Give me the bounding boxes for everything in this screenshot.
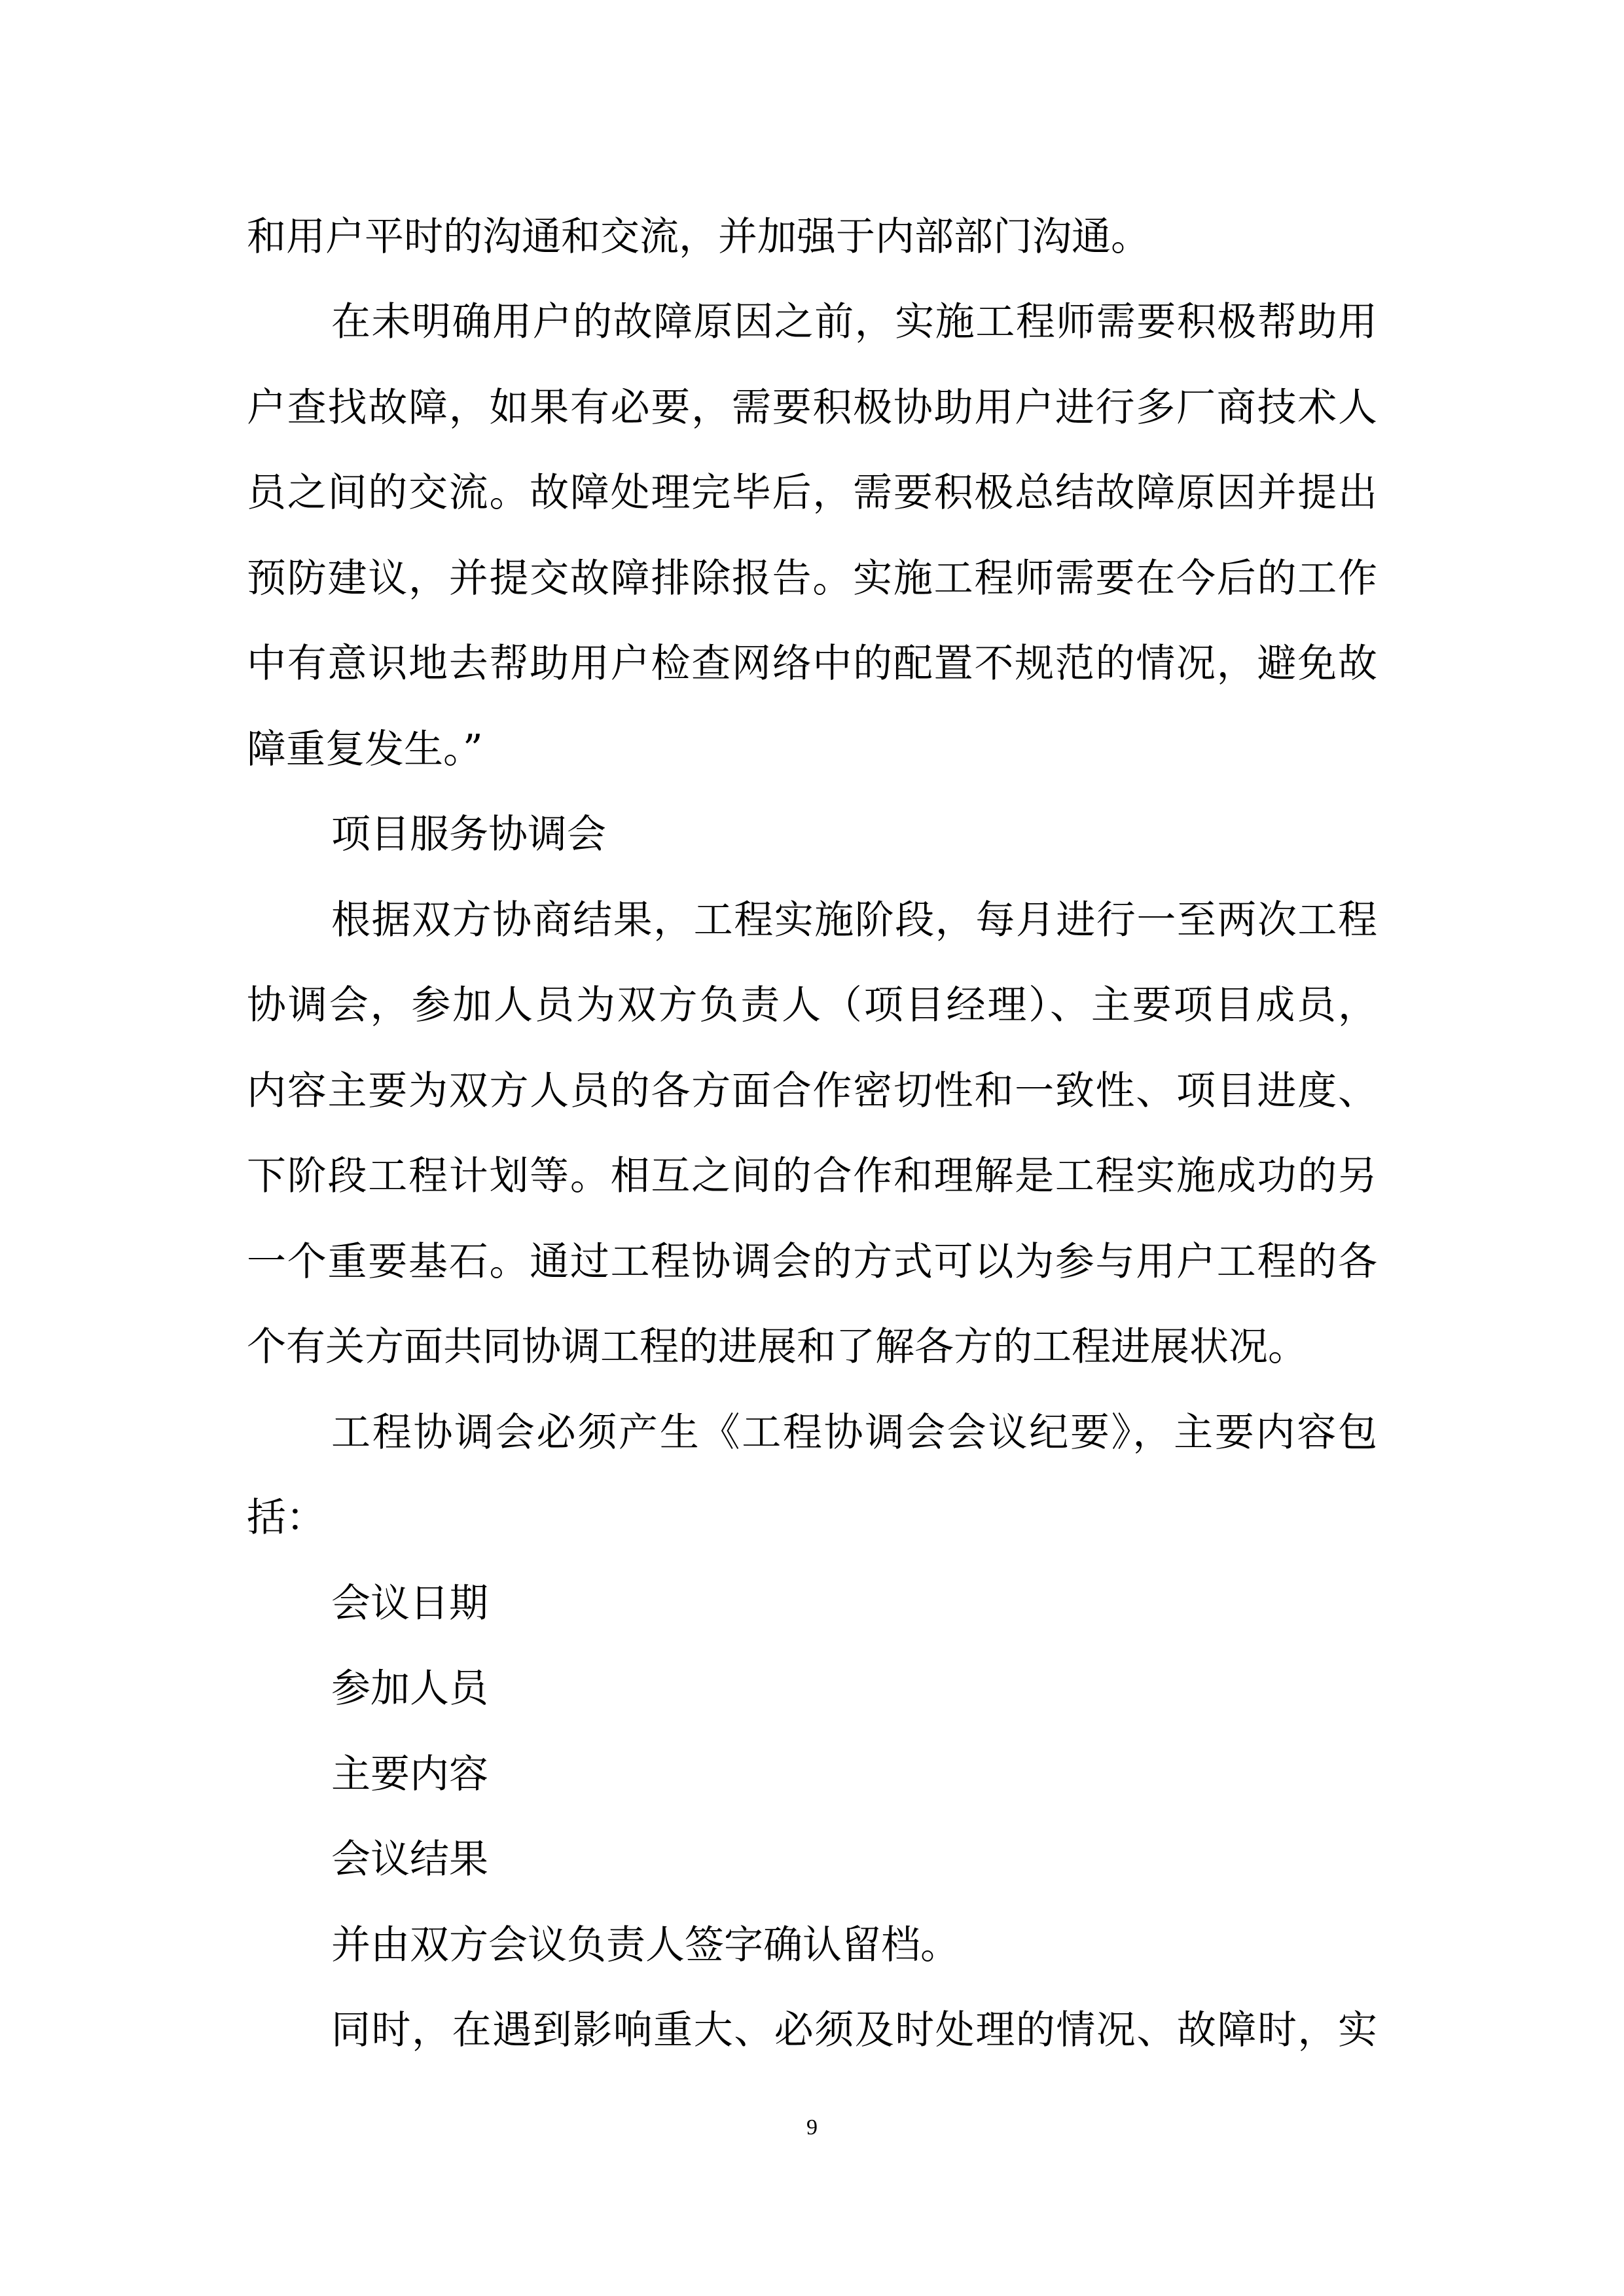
- text-line: 障重复发生。”: [247, 726, 483, 772]
- text-line: 户查找故障，如果有必要，需要积极协助用户进行多厂商技术人: [247, 385, 1377, 431]
- text-line: 员之间的交流。故障处理完毕后，需要积极总结故障原因并提出: [247, 470, 1377, 516]
- text-line: 并由双方会议负责人签字确认留档。: [331, 1922, 960, 1968]
- text-line: 在未明确用户的故障原因之前，实施工程师需要积极帮助用: [331, 299, 1377, 345]
- text-line: 同时，在遇到影响重大、必须及时处理的情况、故障时，实: [331, 2007, 1377, 2053]
- text-line: 内容主要为双方人员的各方面合作密切性和一致性、项目进度、: [247, 1068, 1377, 1114]
- text-line: 预防建议，并提交故障排除报告。实施工程师需要在今后的工作: [247, 556, 1377, 601]
- text-line: 中有意识地去帮助用户检查网络中的配置不规范的情况，避免故: [247, 641, 1377, 687]
- list-item: 参加人员: [331, 1666, 488, 1712]
- text-line: 下阶段工程计划等。相互之间的合作和理解是工程实施成功的另: [247, 1153, 1377, 1199]
- list-item: 主要内容: [331, 1751, 488, 1797]
- text-line: 和用户平时的沟通和交流，并加强于内部部门沟通。: [247, 214, 1150, 260]
- list-item: 会议结果: [331, 1837, 488, 1882]
- text-line: 个有关方面共同协调工程的进展和了解各方的工程进展状况。: [247, 1324, 1307, 1370]
- section-heading: 项目服务协调会: [331, 812, 606, 857]
- text-line: 协调会，参加人员为双方负责人（项目经理）、主要项目成员，: [247, 982, 1377, 1028]
- text-line: 工程协调会必须产生《工程协调会会议纪要》，主要内容包: [331, 1410, 1377, 1456]
- text-line: 括：: [247, 1495, 325, 1541]
- page-number: 9: [806, 2115, 818, 2140]
- list-item: 会议日期: [331, 1581, 488, 1626]
- text-line: 根据双方协商结果，工程实施阶段，每月进行一至两次工程: [331, 897, 1377, 943]
- text-line: 一个重要基石。通过工程协调会的方式可以为参与用户工程的各: [247, 1239, 1377, 1285]
